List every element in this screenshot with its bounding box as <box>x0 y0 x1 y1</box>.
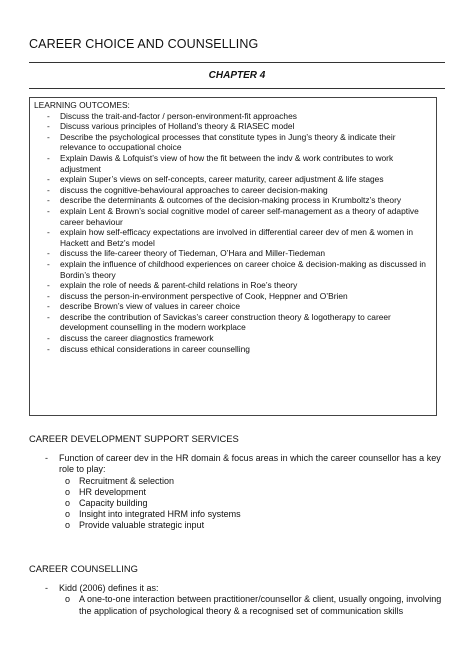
list-item <box>34 111 432 122</box>
circle-bullet-marker: o <box>65 486 71 497</box>
dash-marker: - <box>45 453 48 464</box>
circle-bullet-marker: o <box>65 498 71 509</box>
learning-outcome-text: Discuss various principles of Holland’s theory & RIASEC model <box>60 121 295 132</box>
dash-marker: - <box>47 227 50 238</box>
dash-marker: - <box>47 311 50 322</box>
support-services-section <box>29 433 449 532</box>
dash-marker: - <box>47 258 50 269</box>
learning-outcome-text: explain how self-efficacy expectations are involved in differential career dev of men & women in Hackett and Betz’s model <box>60 227 414 248</box>
sub-list-item <box>59 509 449 520</box>
sub-list-item <box>59 476 449 487</box>
circle-bullet-marker: o <box>65 509 71 520</box>
dash-marker: - <box>47 195 50 206</box>
dash-marker: - <box>45 583 48 594</box>
sub-item-text: Insight into integrated HRM info systems <box>79 509 241 520</box>
list-item <box>34 344 432 355</box>
title-divider-top <box>29 62 445 63</box>
list-item <box>34 280 432 291</box>
learning-outcomes-list <box>34 111 432 355</box>
learning-outcome-text: discuss the cognitive-behavioural approaches to career decision-making <box>60 184 328 195</box>
dash-marker: - <box>47 152 50 163</box>
learning-outcomes-box <box>29 97 437 416</box>
list-item <box>34 121 432 132</box>
document-title: CAREER CHOICE AND COUNSELLING <box>29 37 259 51</box>
list-item <box>34 195 432 206</box>
sub-list-item <box>59 594 449 616</box>
list-item <box>34 301 432 312</box>
learning-outcome-text: explain Lent & Brown’s social cognitive model of career self-management as a theory of adaptive career behaviour <box>60 205 419 227</box>
dash-marker: - <box>47 343 50 354</box>
sub-item-text: Recruitment & selection <box>79 475 175 486</box>
list-item <box>34 312 432 333</box>
sub-list <box>29 594 449 616</box>
list-item <box>34 174 432 185</box>
circle-bullet-marker: o <box>65 594 71 605</box>
dash-marker: - <box>47 333 50 344</box>
learning-outcome-text: describe Brown’s view of values in career choice <box>60 301 240 312</box>
list-item <box>34 227 432 248</box>
dash-marker: - <box>47 248 50 259</box>
career-counselling-section <box>29 563 449 617</box>
sub-item-text: Capacity building <box>79 498 148 509</box>
dash-marker: - <box>47 290 50 301</box>
learning-outcome-text: describe the contribution of Savickas’s career construction theory & logotherapy to career development counselling in the modern workplace <box>60 311 391 333</box>
sub-item-text: HR development <box>79 486 147 497</box>
learning-outcomes-heading: LEARNING OUTCOMES: <box>34 100 130 110</box>
sub-list-item <box>59 498 449 509</box>
list-item <box>34 333 432 344</box>
dash-marker: - <box>47 131 50 142</box>
learning-outcome-text: Discuss the trait-and-factor / person-environment-fit approaches <box>60 110 297 121</box>
sub-list-item <box>59 520 449 531</box>
learning-outcome-text: Explain Dawis & Lofquist’s view of how the fit between the indv & work contributes to work adjustment <box>60 152 394 174</box>
learning-outcome-text: discuss the life-career theory of Tiedeman, O’Hara and Miller-Tiedeman <box>60 248 326 259</box>
section-heading: CAREER DEVELOPMENT SUPPORT SERVICES <box>29 433 239 444</box>
learning-outcome-text: discuss the person-in-environment perspective of Cook, Heppner and O’Brien <box>60 290 348 301</box>
dash-marker: - <box>47 280 50 291</box>
dash-marker: - <box>47 205 50 216</box>
section-heading: CAREER COUNSELLING <box>29 563 138 574</box>
list-item <box>29 453 449 475</box>
dash-marker: - <box>47 301 50 312</box>
circle-bullet-marker: o <box>65 520 71 531</box>
learning-outcome-text: discuss the career diagnostics framework <box>60 333 214 344</box>
list-item <box>29 583 449 594</box>
sub-list <box>29 476 449 532</box>
learning-outcome-text: explain Super’s views on self-concepts, career maturity, career adjustment & life stages <box>60 174 384 185</box>
list-item <box>34 206 432 227</box>
list-item <box>34 185 432 196</box>
list-item <box>34 248 432 259</box>
list-item <box>34 259 432 280</box>
item-text: Kidd (2006) defines it as: <box>59 583 159 594</box>
learning-outcome-text: Describe the psychological processes that constitute types in Jung’s theory & indicate their relevance to occupational choice <box>60 131 396 153</box>
learning-outcome-text: discuss ethical considerations in career counselling <box>60 343 250 354</box>
dash-marker: - <box>47 121 50 132</box>
list-item <box>34 291 432 302</box>
dash-marker: - <box>47 174 50 185</box>
learning-outcome-text: explain the role of needs & parent-child relations in Roe’s theory <box>60 280 298 291</box>
learning-outcome-text: describe the determinants & outcomes of the decision-making process in Krumboltz’s theory <box>60 195 402 206</box>
list-item <box>34 153 432 174</box>
sub-list-item <box>59 487 449 498</box>
dash-marker: - <box>47 184 50 195</box>
chapter-heading: CHAPTER 4 <box>208 70 266 81</box>
title-divider-bottom <box>29 88 445 89</box>
dash-marker: - <box>47 110 50 121</box>
sub-item-text: A one-to-one interaction between practitioner/counsellor & client, usually ongoing, involving the application of psychological theory & a recognised set of communication skills <box>79 594 442 616</box>
circle-bullet-marker: o <box>65 475 71 486</box>
list-item <box>34 132 432 153</box>
item-text: Function of career dev in the HR domain & focus areas in which the career counsellor has a key role to play: <box>59 453 441 475</box>
learning-outcome-text: explain the influence of childhood experiences on career choice & decision-making as discussed in Bordin’s theory <box>60 258 426 280</box>
sub-item-text: Provide valuable strategic input <box>79 520 205 531</box>
